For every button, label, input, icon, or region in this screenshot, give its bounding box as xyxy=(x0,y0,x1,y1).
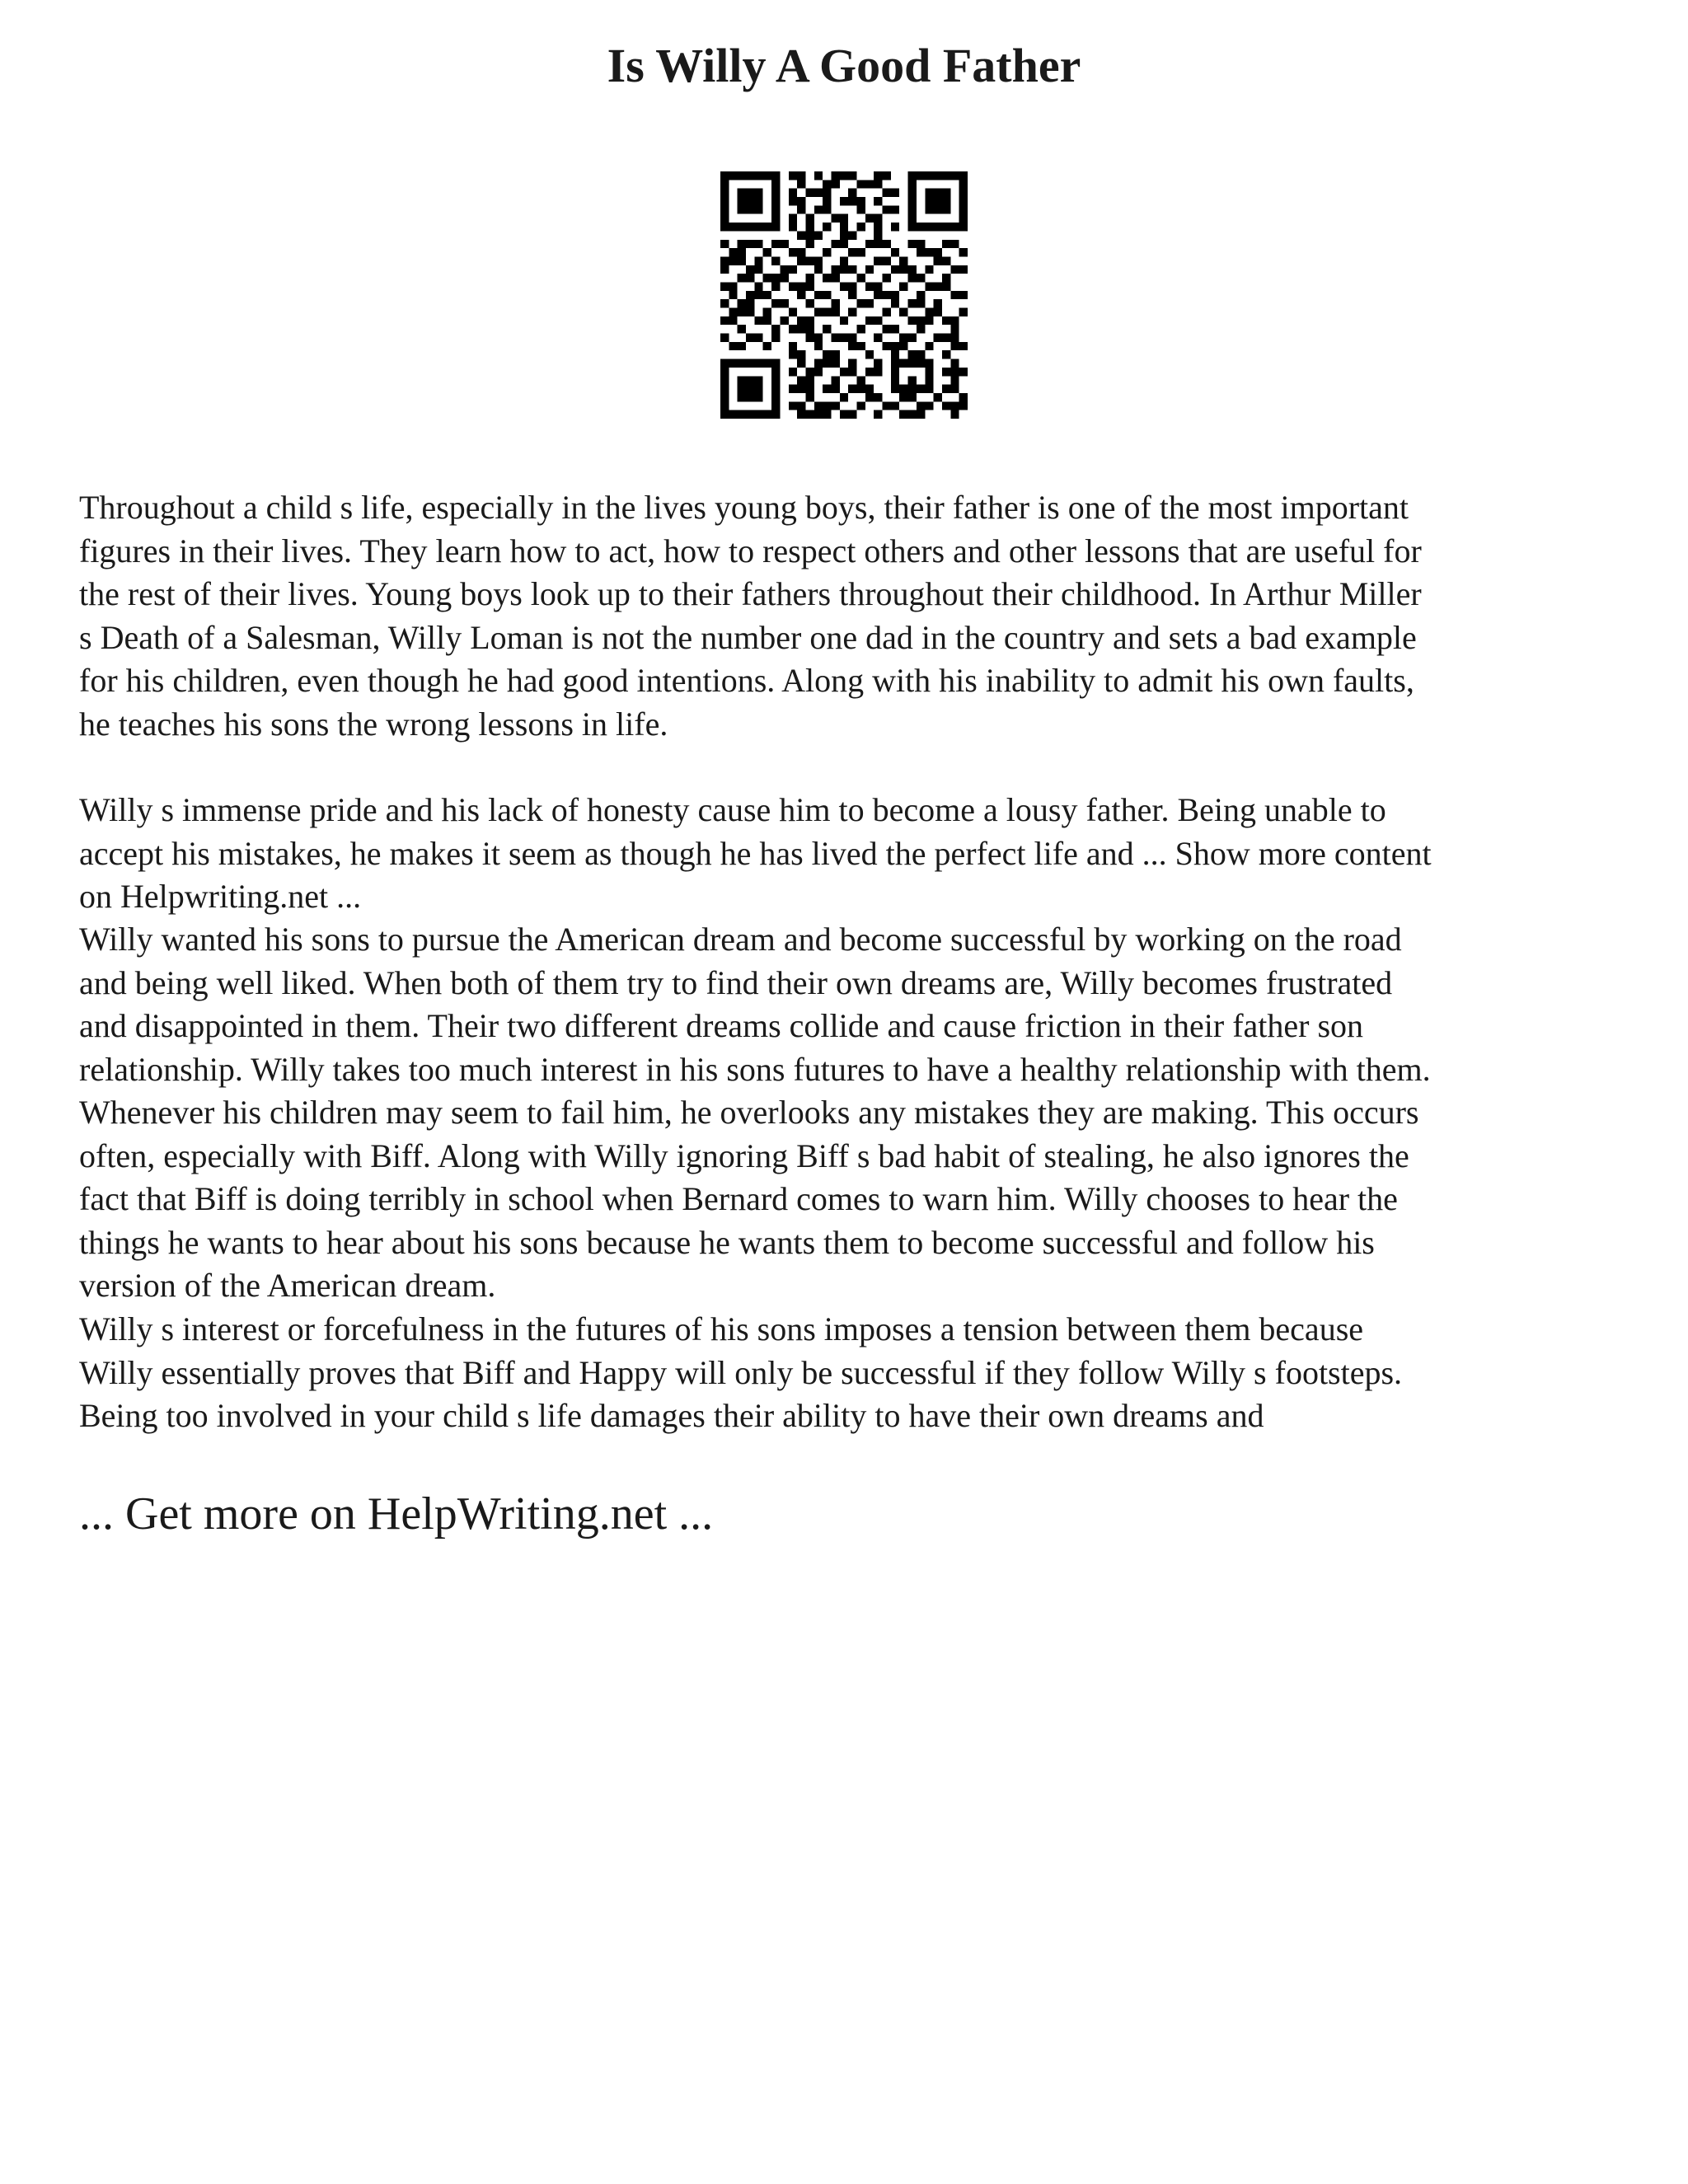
paragraph-2 xyxy=(79,789,1620,919)
text-line: figures in their lives. They learn how to act, how to respect others and other lessons that are useful for xyxy=(79,532,1422,569)
text-line: fact that Biff is doing terribly in school when Bernard comes to warn him. Willy chooses to hear the xyxy=(79,1180,1398,1217)
text-line: accept his mistakes, he makes it seem as though he has lived the perfect life and ... Show more content xyxy=(79,834,1432,872)
text-line: things he wants to hear about his sons because he wants them to become successful and follow his xyxy=(79,1223,1375,1261)
paragraph-3 xyxy=(79,918,1620,1308)
text-line: Willy wanted his sons to pursue the American dream and become successful by working on the road xyxy=(79,921,1402,958)
qr-code-icon[interactable] xyxy=(720,171,968,419)
text-line: for his children, even though he had good intentions. Along with his inability to admit his own faults, xyxy=(79,662,1414,699)
text-line: the rest of their lives. Young boys look up to their fathers throughout their childhood. In Arthur Miller xyxy=(79,575,1422,612)
paragraph-1 xyxy=(79,486,1620,746)
text-line: he teaches his sons the wrong lessons in life. xyxy=(79,705,668,743)
text-line: often, especially with Biff. Along with Willy ignoring Biff s bad habit of stealing, he also ignores the xyxy=(79,1137,1409,1174)
text-line: s Death of a Salesman, Willy Loman is not the number one dad in the country and sets a bad example xyxy=(79,618,1417,656)
paragraph-4 xyxy=(79,1308,1620,1438)
text-line: relationship. Willy takes too much interest in his sons futures to have a healthy relationship with them. xyxy=(79,1050,1431,1088)
text-line: Willy s immense pride and his lack of honesty cause him to become a lousy father. Being unable to xyxy=(79,791,1386,828)
text-line: Throughout a child s life, especially in the lives young boys, their father is one of the most important xyxy=(79,489,1409,526)
page-title: Is Willy A Good Father xyxy=(607,39,1081,92)
text-line: and disappointed in them. Their two different dreams collide and cause friction in their father son xyxy=(79,1007,1364,1044)
get-more-link[interactable]: ... Get more on HelpWriting.net ... xyxy=(79,1488,714,1540)
text-line: and being well liked. When both of them try to find their own dreams are, Willy becomes frustrated xyxy=(79,963,1393,1001)
text-line: Whenever his children may seem to fail him, he overlooks any mistakes they are making. This occurs xyxy=(79,1094,1419,1131)
text-line: Willy essentially proves that Biff and Happy will only be successful if they follow Willy s footsteps. xyxy=(79,1353,1403,1391)
text-line: on Helpwriting.net ... xyxy=(79,878,362,915)
text-line: version of the American dream. xyxy=(79,1267,496,1304)
text-line: Being too involved in your child s life damages their ability to have their own dreams and xyxy=(79,1397,1264,1434)
text-line: Willy s interest or forcefulness in the futures of his sons imposes a tension between them because xyxy=(79,1310,1364,1347)
